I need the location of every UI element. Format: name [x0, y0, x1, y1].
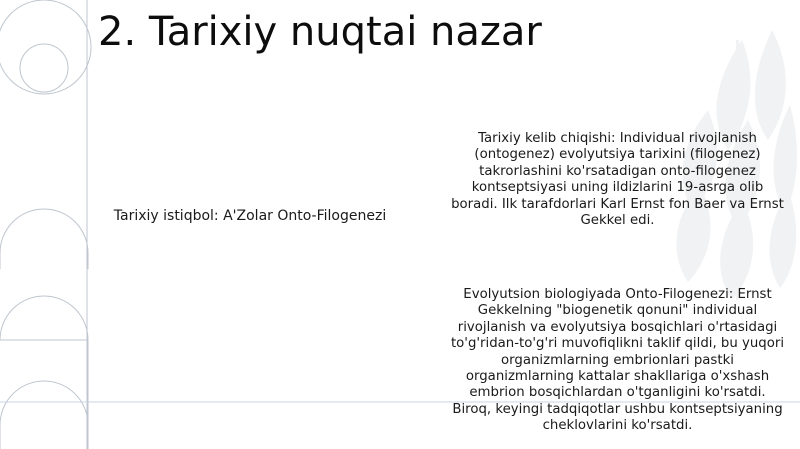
outer-ring: [0, 0, 91, 94]
bottom-arch: [0, 381, 88, 449]
lower-arch: [0, 296, 88, 449]
upper-arch: [0, 209, 88, 269]
slide-title: 2. Tarixiy nuqtai nazar: [98, 9, 542, 55]
paragraph-evolutionary-biology: Evolyutsion biologiyada Onto-Filogenezi: Ernst Gekkelning "biogenetik qonuni" individual rivojlanish va evolyutsiya bosqichlari o'rtasidagi to'g'ridan-to'g'ri muvofiqlikni taklif qildi, bu yuqori organizmlarning embrionlari pastki organizmlarning kattalar shakllariga o'xshash embrion bosqichlardan o'tganligini ko'rsatdi. Biroq, keyingi tadqiqotlar ushbu kontseptsiyaning cheklovlarini ko'rsatdi.: [450, 287, 785, 434]
slide-subtitle: Tarixiy istiqbol: A'Zolar Onto-Filogenezi: [113, 208, 387, 224]
paragraph-historical-origin: Tarixiy kelib chiqishi: Individual rivojlanish (ontogenez) evolyutsiya tarixini (filogenez) takrorlashini ko'rsatadigan onto-filogenez kontseptsiyasi uning ildizlarini 19-asrga olib boradi. Ilk tarafdorlari Karl Ernst fon Baer va Ernst Gekkel edi.: [451, 131, 784, 229]
inner-ring: [20, 44, 68, 92]
